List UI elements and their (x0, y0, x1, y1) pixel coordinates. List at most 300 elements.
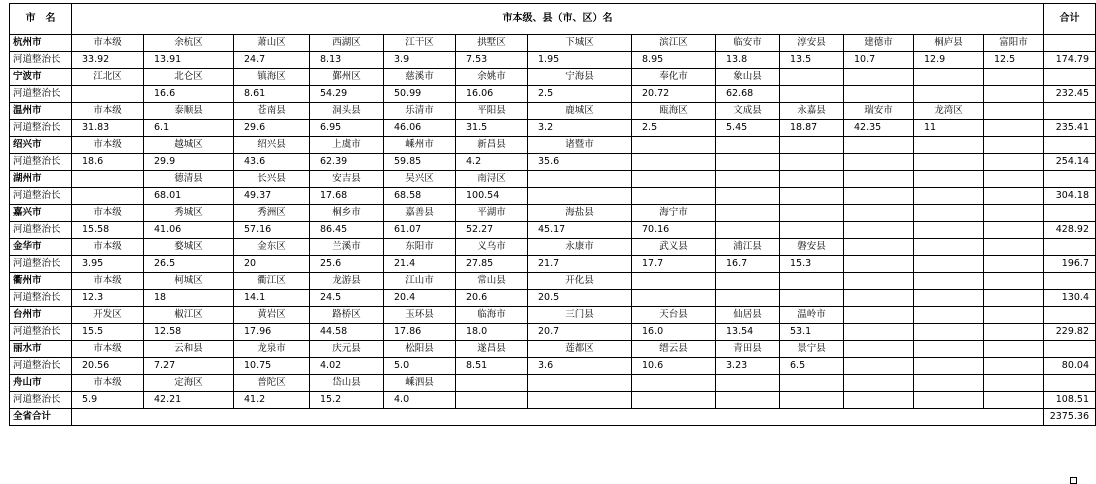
district-name: 云和县 (144, 341, 234, 358)
value-cell (984, 154, 1044, 171)
district-name (914, 341, 984, 358)
district-name: 岱山县 (310, 375, 384, 392)
district-name: 常山县 (456, 273, 528, 290)
city-district-row (10, 137, 1096, 154)
district-name: 海盐县 (528, 205, 632, 222)
district-name: 鹿城区 (528, 103, 632, 120)
city-total: 229.82 (1044, 324, 1096, 341)
value-cell (984, 86, 1044, 103)
city-name: 湖州市 (10, 171, 72, 188)
value-cell (456, 392, 528, 409)
district-name: 婺城区 (144, 239, 234, 256)
value-cell: 100.54 (456, 188, 528, 205)
value-cell: 20.5 (528, 290, 632, 307)
district-name: 桐庐县 (914, 35, 984, 52)
total-blank (1044, 69, 1096, 86)
value-cell: 15.3 (780, 256, 844, 273)
district-name: 龙游县 (310, 273, 384, 290)
value-cell: 5.9 (72, 392, 144, 409)
value-cell (632, 392, 716, 409)
value-cell: 49.37 (234, 188, 310, 205)
value-cell: 15.58 (72, 222, 144, 239)
value-cell: 31.5 (456, 120, 528, 137)
district-name (716, 205, 780, 222)
value-cell: 8.61 (234, 86, 310, 103)
value-cell: 13.54 (716, 324, 780, 341)
value-cell: 4.2 (456, 154, 528, 171)
district-name: 平阳县 (456, 103, 528, 120)
district-name (844, 205, 914, 222)
value-cell: 2.5 (528, 86, 632, 103)
value-cell: 61.07 (384, 222, 456, 239)
value-cell: 21.4 (384, 256, 456, 273)
value-cell: 17.86 (384, 324, 456, 341)
district-name: 西湖区 (310, 35, 384, 52)
role-label: 河道整治长 (10, 256, 72, 273)
value-cell: 46.06 (384, 120, 456, 137)
district-name: 象山县 (716, 69, 780, 86)
district-name (984, 103, 1044, 120)
district-name (456, 375, 528, 392)
city-district-row (10, 69, 1096, 86)
header-city-name: 市 名 (10, 4, 72, 35)
value-cell: 18.6 (72, 154, 144, 171)
district-name: 余姚市 (456, 69, 528, 86)
value-cell (780, 392, 844, 409)
district-name: 上虞市 (310, 137, 384, 154)
value-cell (984, 392, 1044, 409)
city-value-row (10, 392, 1096, 409)
district-name: 柯城区 (144, 273, 234, 290)
district-name: 越城区 (144, 137, 234, 154)
value-cell: 8.51 (456, 358, 528, 375)
district-name (914, 171, 984, 188)
value-cell (914, 154, 984, 171)
role-label: 河道整治长 (10, 52, 72, 69)
value-cell: 42.35 (844, 120, 914, 137)
district-name: 仙居县 (716, 307, 780, 324)
value-cell: 3.95 (72, 256, 144, 273)
value-cell: 12.58 (144, 324, 234, 341)
value-cell (914, 324, 984, 341)
city-name: 杭州市 (10, 35, 72, 52)
district-name: 北仑区 (144, 69, 234, 86)
value-cell: 54.29 (310, 86, 384, 103)
district-name (914, 69, 984, 86)
value-cell (984, 120, 1044, 137)
value-cell (844, 222, 914, 239)
value-cell: 35.6 (528, 154, 632, 171)
role-label: 河道整治长 (10, 324, 72, 341)
total-blank (1044, 103, 1096, 120)
total-blank (1044, 35, 1096, 52)
value-cell (716, 392, 780, 409)
value-cell: 18.87 (780, 120, 844, 137)
district-name (914, 239, 984, 256)
district-name: 天台县 (632, 307, 716, 324)
district-name (716, 375, 780, 392)
district-name (914, 307, 984, 324)
value-cell: 24.7 (234, 52, 310, 69)
value-cell: 11 (914, 120, 984, 137)
value-cell: 6.5 (780, 358, 844, 375)
value-cell: 17.68 (310, 188, 384, 205)
district-name (984, 205, 1044, 222)
city-name: 丽水市 (10, 341, 72, 358)
district-name (984, 341, 1044, 358)
value-cell: 52.27 (456, 222, 528, 239)
district-name: 三门县 (528, 307, 632, 324)
value-cell: 12.9 (914, 52, 984, 69)
value-cell: 3.2 (528, 120, 632, 137)
value-cell: 62.39 (310, 154, 384, 171)
value-cell: 1.95 (528, 52, 632, 69)
value-cell: 20.4 (384, 290, 456, 307)
table-resize-handle[interactable] (1070, 477, 1077, 484)
city-total: 196.7 (1044, 256, 1096, 273)
grand-total-blank (72, 409, 1044, 426)
value-cell (632, 290, 716, 307)
district-name: 临安市 (716, 35, 780, 52)
value-cell: 12.5 (984, 52, 1044, 69)
district-name: 安吉县 (310, 171, 384, 188)
district-name: 秀洲区 (234, 205, 310, 222)
district-name: 洞头县 (310, 103, 384, 120)
value-cell (716, 290, 780, 307)
role-label: 河道整治长 (10, 290, 72, 307)
value-cell: 29.6 (234, 120, 310, 137)
value-cell (914, 256, 984, 273)
district-name (984, 69, 1044, 86)
value-cell (984, 222, 1044, 239)
district-name: 淳安县 (780, 35, 844, 52)
district-name: 东阳市 (384, 239, 456, 256)
value-cell: 42.21 (144, 392, 234, 409)
district-name: 泰顺县 (144, 103, 234, 120)
district-name: 市本级 (72, 341, 144, 358)
value-cell (780, 222, 844, 239)
district-name: 永康市 (528, 239, 632, 256)
total-blank (1044, 171, 1096, 188)
city-total: 130.4 (1044, 290, 1096, 307)
district-name: 鄞州区 (310, 69, 384, 86)
district-name: 嵊泗县 (384, 375, 456, 392)
role-label: 河道整治长 (10, 358, 72, 375)
district-name: 长兴县 (234, 171, 310, 188)
district-name: 宁海县 (528, 69, 632, 86)
value-cell: 59.85 (384, 154, 456, 171)
district-name: 秀城区 (144, 205, 234, 222)
value-cell: 17.96 (234, 324, 310, 341)
district-name: 市本级 (72, 35, 144, 52)
district-name: 乐清市 (384, 103, 456, 120)
value-cell: 20.72 (632, 86, 716, 103)
district-name: 龙湾区 (914, 103, 984, 120)
value-cell (528, 392, 632, 409)
value-cell (914, 290, 984, 307)
district-name: 新昌县 (456, 137, 528, 154)
district-name: 普陀区 (234, 375, 310, 392)
district-name (528, 171, 632, 188)
district-name: 衢江区 (234, 273, 310, 290)
grand-total-label: 全省合计 (10, 409, 72, 426)
district-name (844, 341, 914, 358)
city-value-row (10, 222, 1096, 239)
district-name (780, 205, 844, 222)
district-name: 龙泉市 (234, 341, 310, 358)
value-cell (72, 86, 144, 103)
value-cell: 53.1 (780, 324, 844, 341)
city-name: 金华市 (10, 239, 72, 256)
district-name: 磐安县 (780, 239, 844, 256)
city-total: 304.18 (1044, 188, 1096, 205)
value-cell: 21.7 (528, 256, 632, 273)
role-label: 河道整治长 (10, 154, 72, 171)
district-name: 萧山区 (234, 35, 310, 52)
value-cell: 50.99 (384, 86, 456, 103)
value-cell (632, 154, 716, 171)
district-name: 海宁市 (632, 205, 716, 222)
city-total: 174.79 (1044, 52, 1096, 69)
value-cell: 44.58 (310, 324, 384, 341)
value-cell: 7.27 (144, 358, 234, 375)
district-name: 慈溪市 (384, 69, 456, 86)
value-cell (780, 290, 844, 307)
district-name: 市本级 (72, 137, 144, 154)
district-name (716, 137, 780, 154)
value-cell: 12.3 (72, 290, 144, 307)
district-name (632, 273, 716, 290)
city-total: 235.41 (1044, 120, 1096, 137)
city-name: 绍兴市 (10, 137, 72, 154)
value-cell (72, 188, 144, 205)
value-cell (984, 358, 1044, 375)
header-total: 合计 (1044, 4, 1096, 35)
city-value-row (10, 188, 1096, 205)
value-cell (632, 188, 716, 205)
total-blank (1044, 239, 1096, 256)
value-cell (844, 324, 914, 341)
value-cell: 18.0 (456, 324, 528, 341)
district-name: 拱墅区 (456, 35, 528, 52)
district-name: 永嘉县 (780, 103, 844, 120)
district-name: 椒江区 (144, 307, 234, 324)
district-name: 平湖市 (456, 205, 528, 222)
value-cell (844, 256, 914, 273)
total-blank (1044, 273, 1096, 290)
role-label: 河道整治长 (10, 86, 72, 103)
value-cell: 24.5 (310, 290, 384, 307)
value-cell: 3.6 (528, 358, 632, 375)
city-value-row (10, 256, 1096, 273)
value-cell (844, 392, 914, 409)
total-blank (1044, 341, 1096, 358)
value-cell: 8.95 (632, 52, 716, 69)
value-cell (844, 86, 914, 103)
value-cell (984, 324, 1044, 341)
district-name (914, 375, 984, 392)
value-cell: 45.17 (528, 222, 632, 239)
value-cell: 25.6 (310, 256, 384, 273)
district-name: 嵊州市 (384, 137, 456, 154)
district-name: 滨江区 (632, 35, 716, 52)
city-district-row (10, 341, 1096, 358)
district-name: 镇海区 (234, 69, 310, 86)
value-cell: 13.8 (716, 52, 780, 69)
district-name: 开发区 (72, 307, 144, 324)
district-name: 莲都区 (528, 341, 632, 358)
value-cell: 3.9 (384, 52, 456, 69)
value-cell: 20.7 (528, 324, 632, 341)
district-name (844, 273, 914, 290)
district-name: 松阳县 (384, 341, 456, 358)
district-name: 玉环县 (384, 307, 456, 324)
value-cell: 15.5 (72, 324, 144, 341)
district-name: 市本级 (72, 375, 144, 392)
value-cell: 62.68 (716, 86, 780, 103)
value-cell (984, 290, 1044, 307)
value-cell: 43.6 (234, 154, 310, 171)
value-cell: 86.45 (310, 222, 384, 239)
district-name: 温岭市 (780, 307, 844, 324)
value-cell (984, 256, 1044, 273)
city-value-row (10, 358, 1096, 375)
district-name (72, 171, 144, 188)
district-name: 遂昌县 (456, 341, 528, 358)
value-cell: 5.0 (384, 358, 456, 375)
value-cell: 15.2 (310, 392, 384, 409)
value-cell: 68.58 (384, 188, 456, 205)
district-name: 文成县 (716, 103, 780, 120)
value-cell (780, 188, 844, 205)
value-cell (984, 188, 1044, 205)
city-name: 衢州市 (10, 273, 72, 290)
value-cell: 4.02 (310, 358, 384, 375)
district-name (780, 137, 844, 154)
district-name: 绍兴县 (234, 137, 310, 154)
city-district-row (10, 375, 1096, 392)
city-total: 232.45 (1044, 86, 1096, 103)
value-cell: 6.1 (144, 120, 234, 137)
value-cell: 16.7 (716, 256, 780, 273)
role-label: 河道整治长 (10, 392, 72, 409)
value-cell: 5.45 (716, 120, 780, 137)
value-cell (716, 222, 780, 239)
total-blank (1044, 307, 1096, 324)
district-name: 市本级 (72, 103, 144, 120)
district-name (780, 273, 844, 290)
value-cell (528, 188, 632, 205)
district-name: 浦江县 (716, 239, 780, 256)
district-name (780, 171, 844, 188)
value-cell: 27.85 (456, 256, 528, 273)
district-name (914, 273, 984, 290)
district-name (914, 205, 984, 222)
district-name: 德清县 (144, 171, 234, 188)
district-name: 余杭区 (144, 35, 234, 52)
value-cell: 31.83 (72, 120, 144, 137)
district-name: 南浔区 (456, 171, 528, 188)
city-total: 108.51 (1044, 392, 1096, 409)
header-row (10, 4, 1096, 35)
district-name (528, 375, 632, 392)
city-name: 嘉兴市 (10, 205, 72, 222)
district-name (844, 171, 914, 188)
district-name: 下城区 (528, 35, 632, 52)
district-name (984, 137, 1044, 154)
river-chief-table (9, 3, 1096, 426)
district-name (632, 137, 716, 154)
district-name: 武义县 (632, 239, 716, 256)
header-district-name: 市本级、县（市、区）名 (72, 4, 1044, 35)
district-name (844, 307, 914, 324)
value-cell (716, 154, 780, 171)
value-cell: 41.2 (234, 392, 310, 409)
value-cell: 4.0 (384, 392, 456, 409)
value-cell: 26.5 (144, 256, 234, 273)
value-cell: 18 (144, 290, 234, 307)
district-name: 奉化市 (632, 69, 716, 86)
value-cell: 20.6 (456, 290, 528, 307)
role-label: 河道整治长 (10, 222, 72, 239)
district-name (716, 273, 780, 290)
value-cell: 57.16 (234, 222, 310, 239)
value-cell (716, 188, 780, 205)
city-value-row (10, 86, 1096, 103)
total-blank (1044, 205, 1096, 222)
city-district-row (10, 171, 1096, 188)
district-name: 义乌市 (456, 239, 528, 256)
city-district-row (10, 103, 1096, 120)
district-name (780, 375, 844, 392)
value-cell: 2.5 (632, 120, 716, 137)
district-name (984, 239, 1044, 256)
city-district-row (10, 35, 1096, 52)
district-name: 定海区 (144, 375, 234, 392)
district-name: 桐乡市 (310, 205, 384, 222)
city-name: 舟山市 (10, 375, 72, 392)
city-name: 宁波市 (10, 69, 72, 86)
value-cell: 20 (234, 256, 310, 273)
district-name (984, 307, 1044, 324)
district-name: 景宁县 (780, 341, 844, 358)
district-name (632, 171, 716, 188)
city-district-row (10, 307, 1096, 324)
value-cell (780, 86, 844, 103)
value-cell (914, 188, 984, 205)
district-name: 市本级 (72, 239, 144, 256)
district-name (844, 137, 914, 154)
district-name (914, 137, 984, 154)
district-name: 富阳市 (984, 35, 1044, 52)
district-name: 庆元县 (310, 341, 384, 358)
district-name: 江山市 (384, 273, 456, 290)
district-name: 青田县 (716, 341, 780, 358)
value-cell: 8.13 (310, 52, 384, 69)
value-cell (844, 358, 914, 375)
city-total: 428.92 (1044, 222, 1096, 239)
district-name (844, 239, 914, 256)
district-name: 路桥区 (310, 307, 384, 324)
district-name (716, 171, 780, 188)
value-cell: 16.6 (144, 86, 234, 103)
city-value-row (10, 52, 1096, 69)
district-name (632, 375, 716, 392)
value-cell: 10.7 (844, 52, 914, 69)
city-value-row (10, 290, 1096, 307)
district-name: 缙云县 (632, 341, 716, 358)
district-name: 吴兴区 (384, 171, 456, 188)
